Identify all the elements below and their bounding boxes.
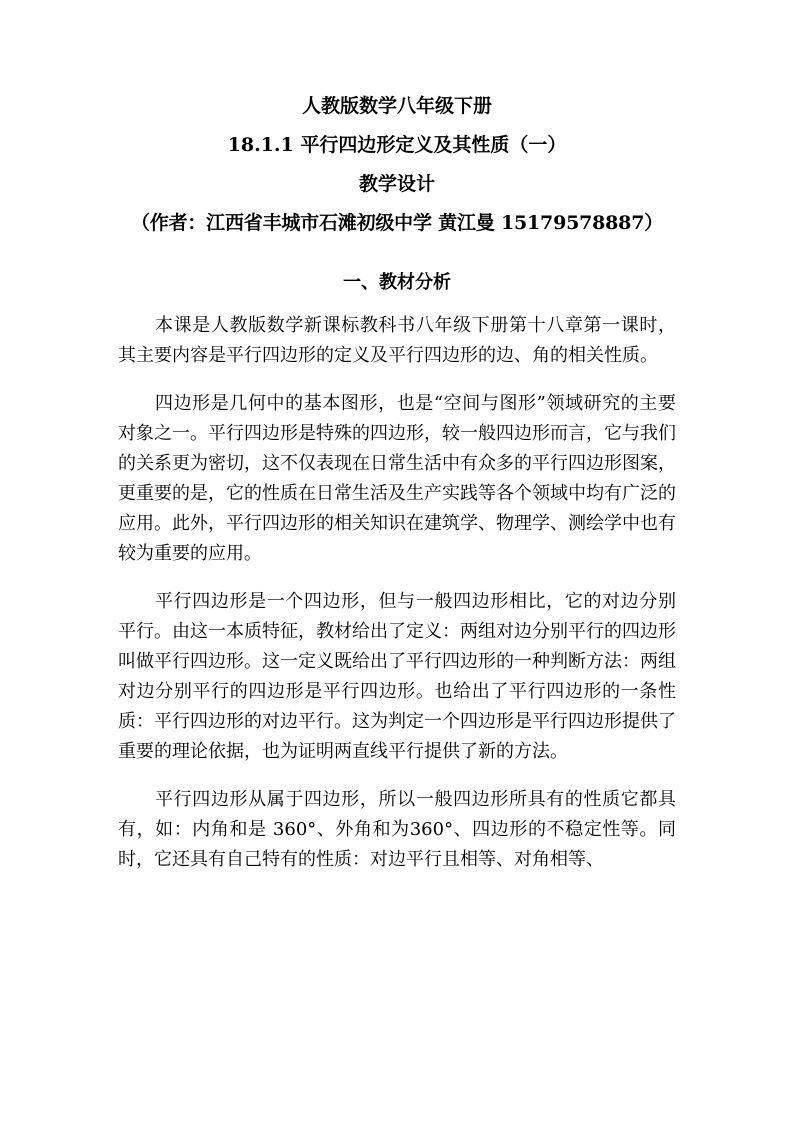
design-label: 教学设计	[358, 173, 435, 195]
paragraph: 四边形是几何中的基本图形，也是“空间与图形”领域研究的主要对象之一。平行四边形是特殊的四边形，较一般四边形而言，它与我们的关系更为密切，这不仅表现在日常生活中有众多的平行四边形图案，更重要的是，它的性质在日常生活及生产实践等各个领域中均有广泛的应用。此外，平行四边形的相关知识在建筑学、物理学、测绘学中也有较为重要的应用。	[118, 393, 676, 564]
lesson-title: 18.1.1 平行四边形定义及其性质（一）	[227, 134, 567, 156]
paragraph: 平行四边形是一个四边形，但与一般四边形相比，它的对边分别平行。由这一本质特征，教材给出了定义：两组对边分别平行的四边形叫做平行四边形。这一定义既给出了平行四边形的一种判断方法：两组对边分别平行的四边形是平行四边形。也给出了平行四边形的一条性质：平行四边形的对边平行。这为判定一个四边形是平行四边形提供了重要的理论依据，也为证明两直线平行提供了新的方法。	[118, 591, 676, 762]
section-heading: 一、教材分析	[343, 272, 451, 293]
author-line: （作者：江西省丰城市石滩初级中学 黄江曼 15179578887）	[130, 212, 664, 234]
title-block	[118, 96, 676, 252]
body-text	[118, 311, 676, 893]
document-title: 人教版数学八年级下册	[301, 95, 492, 117]
paragraph: 平行四边形从属于四边形，所以一般四边形所具有的性质它都具有，如：内角和是 360°、外角和为360°、四边形的不稳定性等。同时，它还具有自己特有的性质：对边平行且相等、对角相等、	[118, 789, 676, 870]
paragraph: 本课是人教版数学新课标教科书八年级下册第十八章第一课时，其主要内容是平行四边形的定义及平行四边形的边、角的相关性质。	[118, 315, 676, 366]
